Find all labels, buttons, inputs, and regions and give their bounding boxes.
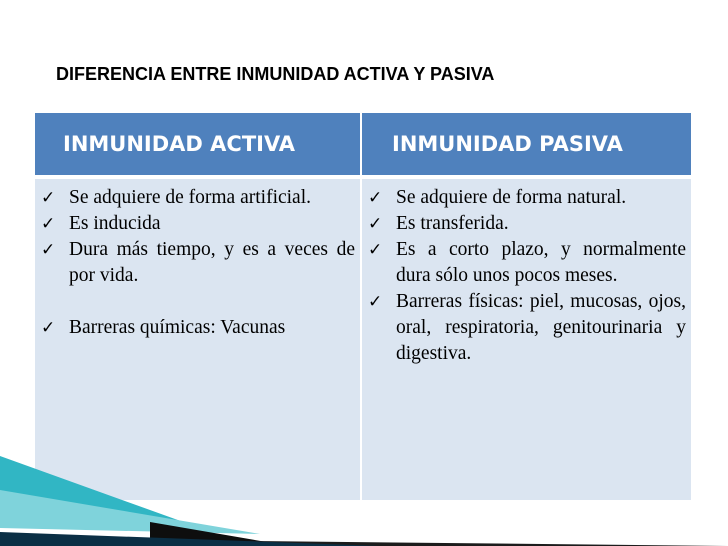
comparison-table [35, 113, 691, 500]
list-item-text: Es a corto plazo, y normalmente dura sólo unos pocos meses. [396, 239, 686, 286]
list-item [366, 237, 686, 289]
swoosh-light [0, 490, 260, 534]
list-item-text: Dura más tiempo, y es a veces de por vida. [69, 239, 355, 286]
list-item-text: Barreras químicas: Vacunas [69, 317, 286, 338]
list-item [39, 185, 355, 211]
header-pasiva [362, 113, 691, 175]
cell-activa [35, 179, 360, 500]
checkmark-icon: ✓ [41, 318, 56, 338]
column-divider [360, 113, 362, 500]
list-item-text: Se adquiere de forma natural. [396, 187, 627, 208]
decorative-swoosh [0, 456, 728, 546]
list-item-text: Es inducida [69, 213, 161, 234]
list-item [39, 237, 355, 289]
slide-title: DIFERENCIA ENTRE INMUNIDAD ACTIVA Y PASIVA [56, 64, 495, 84]
checkmark-icon: ✓ [41, 188, 56, 208]
list-item [39, 211, 355, 237]
list-item-text: Es transferida. [396, 213, 509, 234]
checkmark-icon: ✓ [368, 292, 383, 312]
header-activa-label: INMUNIDAD ACTIVA [63, 132, 296, 156]
header-pasiva-label: INMUNIDAD PASIVA [392, 132, 623, 156]
checkmark-icon: ✓ [41, 240, 56, 260]
header-activa [35, 113, 360, 175]
checkmark-icon: ✓ [368, 240, 383, 260]
list-item [366, 211, 686, 237]
list-item-text: Barreras físicas: piel, mucosas, ojos, oral, respiratoria, genitourinaria y digestiva. [396, 291, 686, 364]
checkmark-icon: ✓ [41, 214, 56, 234]
header-divider [35, 175, 691, 179]
checkmark-icon: ✓ [368, 188, 383, 208]
cell-pasiva [362, 179, 691, 500]
list-item [366, 185, 686, 211]
checkmark-icon: ✓ [368, 214, 383, 234]
list-item [366, 289, 686, 367]
list-item-text: Se adquiere de forma artificial. [69, 187, 312, 208]
list-item [39, 315, 355, 341]
